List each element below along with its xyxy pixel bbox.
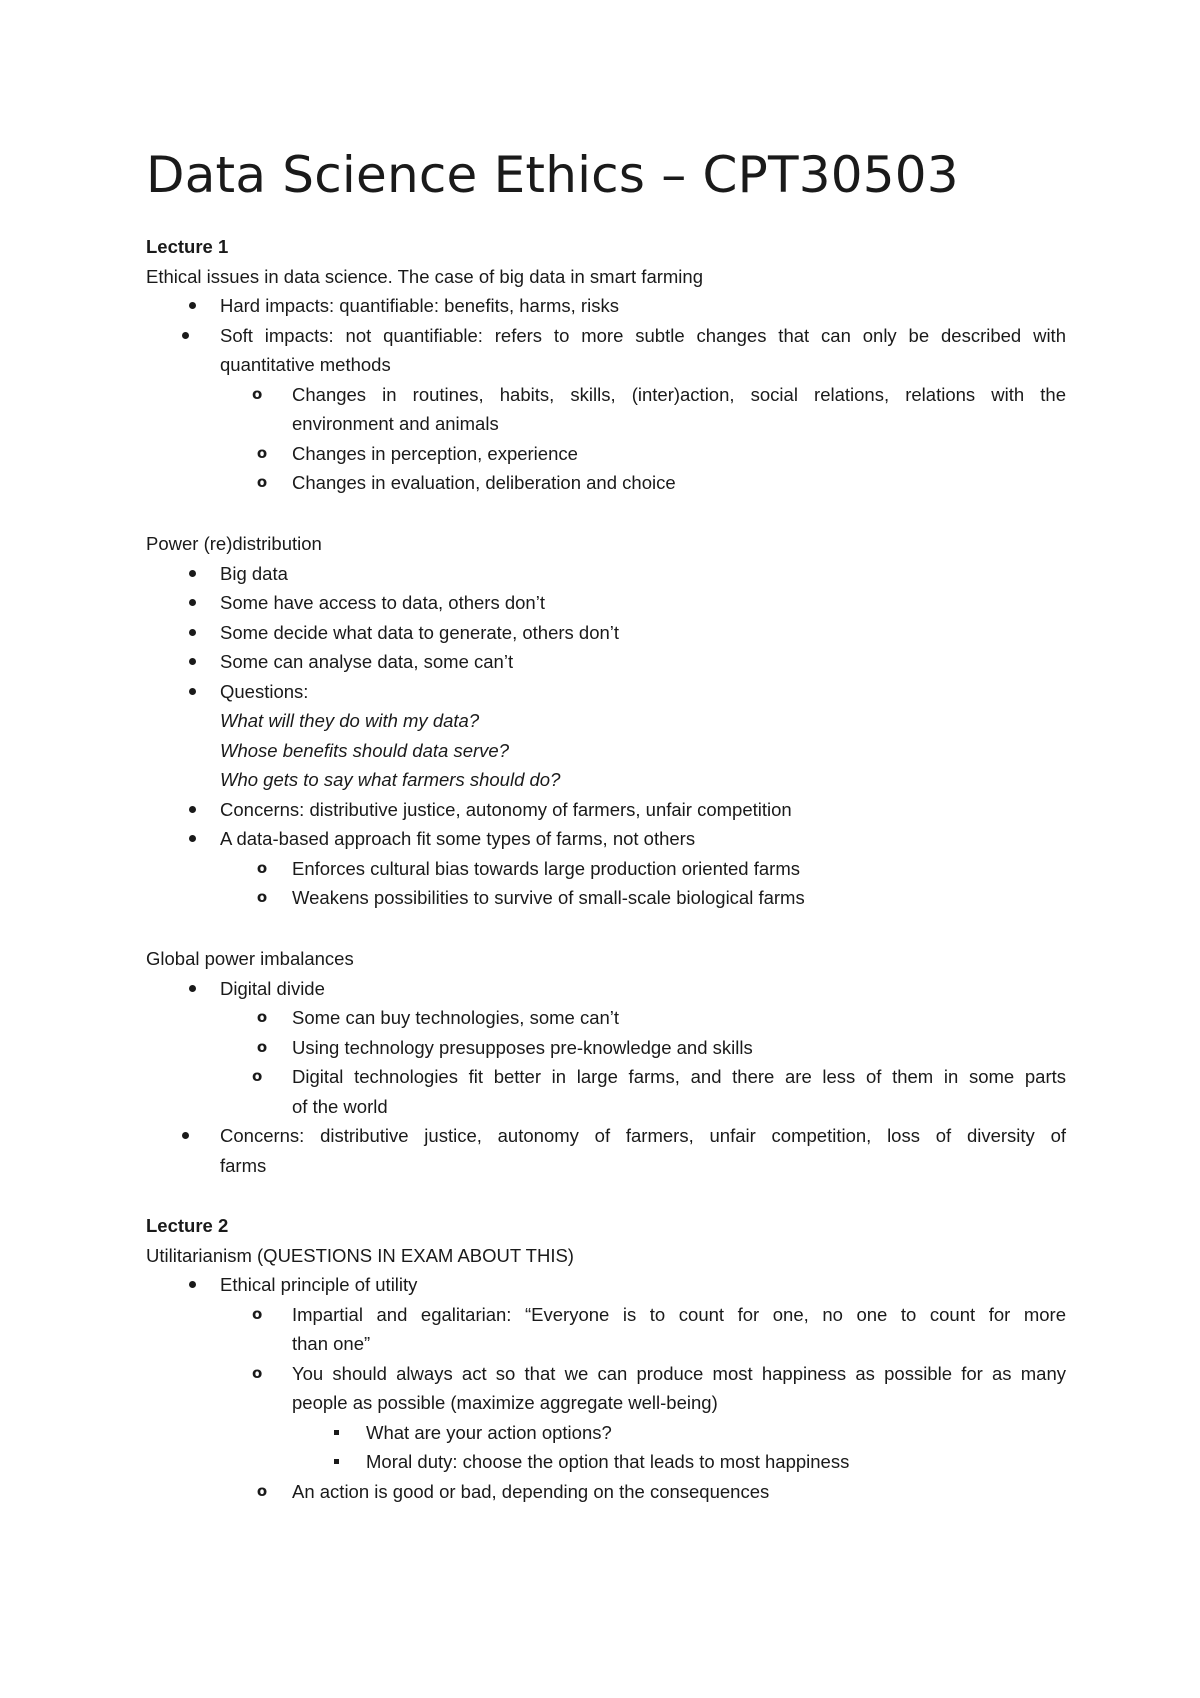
list-item: o Impartial and egalitarian: “Everyone is to count for one, no one to count for more <box>146 1300 1066 1330</box>
question-line: What will they do with my data? <box>220 710 480 731</box>
list-item-continuation: environment and animals <box>292 413 499 434</box>
bullet-dot-icon <box>182 974 202 1004</box>
list-item: o Weakens possibilities to survive of small-scale biological farms <box>146 883 1066 913</box>
list-item-continuation: quantitative methods <box>220 354 391 375</box>
list-item: o Changes in routines, habits, skills, (inter)action, social relations, relations with the <box>146 380 1066 410</box>
bullet-circle-icon: o <box>256 1008 268 1026</box>
bullet-dot-icon <box>182 588 202 618</box>
global-section <box>146 944 1066 1180</box>
lecture-2-heading: Lecture 2 <box>146 1215 229 1236</box>
lecture-1-intro: Ethical issues in data science. The case of big data in smart farming <box>146 265 703 287</box>
list-item: Digital divide <box>146 974 1066 1004</box>
list-item: Big data <box>146 559 1066 589</box>
list-item: Concerns: distributive justice, autonomy of farmers, unfair competition <box>146 795 1066 825</box>
bullet-circle-icon: o <box>256 443 268 462</box>
list-item: What are your action options? <box>146 1418 1066 1448</box>
list-item-continuation: farms <box>220 1154 267 1176</box>
bullet-dot-icon <box>182 291 202 321</box>
list-item: Soft impacts: not quantifiable: refers to more subtle changes that can only be described with <box>146 321 1066 351</box>
question-line: Whose benefits should data serve? <box>220 739 509 761</box>
bullet-square-icon <box>326 1447 346 1477</box>
bullet-circle-icon: o <box>256 1037 268 1056</box>
list-item: o You should always act so that we can produce most happiness as possible for as many <box>146 1359 1066 1389</box>
power-section <box>146 529 1066 913</box>
list-item: Questions: <box>146 677 1066 707</box>
list-item: Moral duty: choose the option that leads to most happiness <box>146 1447 1066 1477</box>
list-item: Some have access to data, others don’t <box>146 588 1066 618</box>
lecture-1-heading: Lecture 1 <box>146 236 229 257</box>
bullet-dot-icon <box>182 1270 202 1300</box>
bullet-dot-icon <box>182 1121 202 1151</box>
bullet-circle-icon: o <box>256 888 268 906</box>
list-item: o Digital technologies fit better in large farms, and there are less of them in some parts <box>146 1062 1066 1092</box>
list-item-continuation: than one” <box>292 1333 371 1354</box>
bullet-circle-icon: o <box>256 1481 268 1500</box>
bullet-circle-icon: o <box>256 858 268 877</box>
lecture-2-topic: Utilitarianism (QUESTIONS IN EXAM ABOUT THIS) <box>146 1244 574 1266</box>
list-item: o Using technology presupposes pre-knowledge and skills <box>146 1033 1066 1063</box>
power-heading: Power (re)distribution <box>146 533 322 554</box>
bullet-dot-icon <box>182 559 202 589</box>
bullet-dot-icon <box>182 618 202 648</box>
list-item: Hard impacts: quantifiable: benefits, harms, risks <box>146 291 1066 321</box>
bullet-circle-icon: o <box>252 384 263 403</box>
question-line: Who gets to say what farmers should do? <box>220 769 561 790</box>
lecture-1-section <box>146 232 1066 498</box>
list-item: o An action is good or bad, depending on the consequences <box>146 1477 1066 1507</box>
list-item: o Some can buy technologies, some can’t <box>146 1003 1066 1033</box>
list-item: o Changes in evaluation, deliberation and choice <box>146 468 1066 498</box>
list-item: o Changes in perception, experience <box>146 439 1066 469</box>
bullet-circle-icon: o <box>252 1304 263 1323</box>
bullet-dot-icon <box>182 795 202 825</box>
lecture-2-section <box>146 1211 1066 1506</box>
list-item: A data-based approach fit some types of farms, not others <box>146 824 1066 854</box>
bullet-dot-icon <box>182 677 202 707</box>
list-item: Some can analyse data, some can’t <box>146 647 1066 677</box>
list-item-continuation: people as possible (maximize aggregate well-being) <box>292 1392 718 1413</box>
list-item: o Enforces cultural bias towards large production oriented farms <box>146 854 1066 884</box>
list-item-continuation: of the world <box>292 1095 388 1117</box>
bullet-circle-icon: o <box>252 1363 263 1382</box>
list-item: Concerns: distributive justice, autonomy of farmers, unfair competition, loss of diversity of <box>146 1121 1066 1151</box>
global-heading: Global power imbalances <box>146 948 354 969</box>
list-item: Some decide what data to generate, others don’t <box>146 618 1066 648</box>
document-title: Data Science Ethics – CPT30503 <box>146 146 959 204</box>
bullet-dot-icon <box>182 824 202 854</box>
bullet-square-icon <box>326 1418 346 1448</box>
bullet-dot-icon <box>182 321 202 351</box>
bullet-dot-icon <box>182 647 202 677</box>
bullet-circle-icon: o <box>256 473 268 491</box>
bullet-circle-icon: o <box>252 1067 263 1085</box>
list-item: Ethical principle of utility <box>146 1270 1066 1300</box>
